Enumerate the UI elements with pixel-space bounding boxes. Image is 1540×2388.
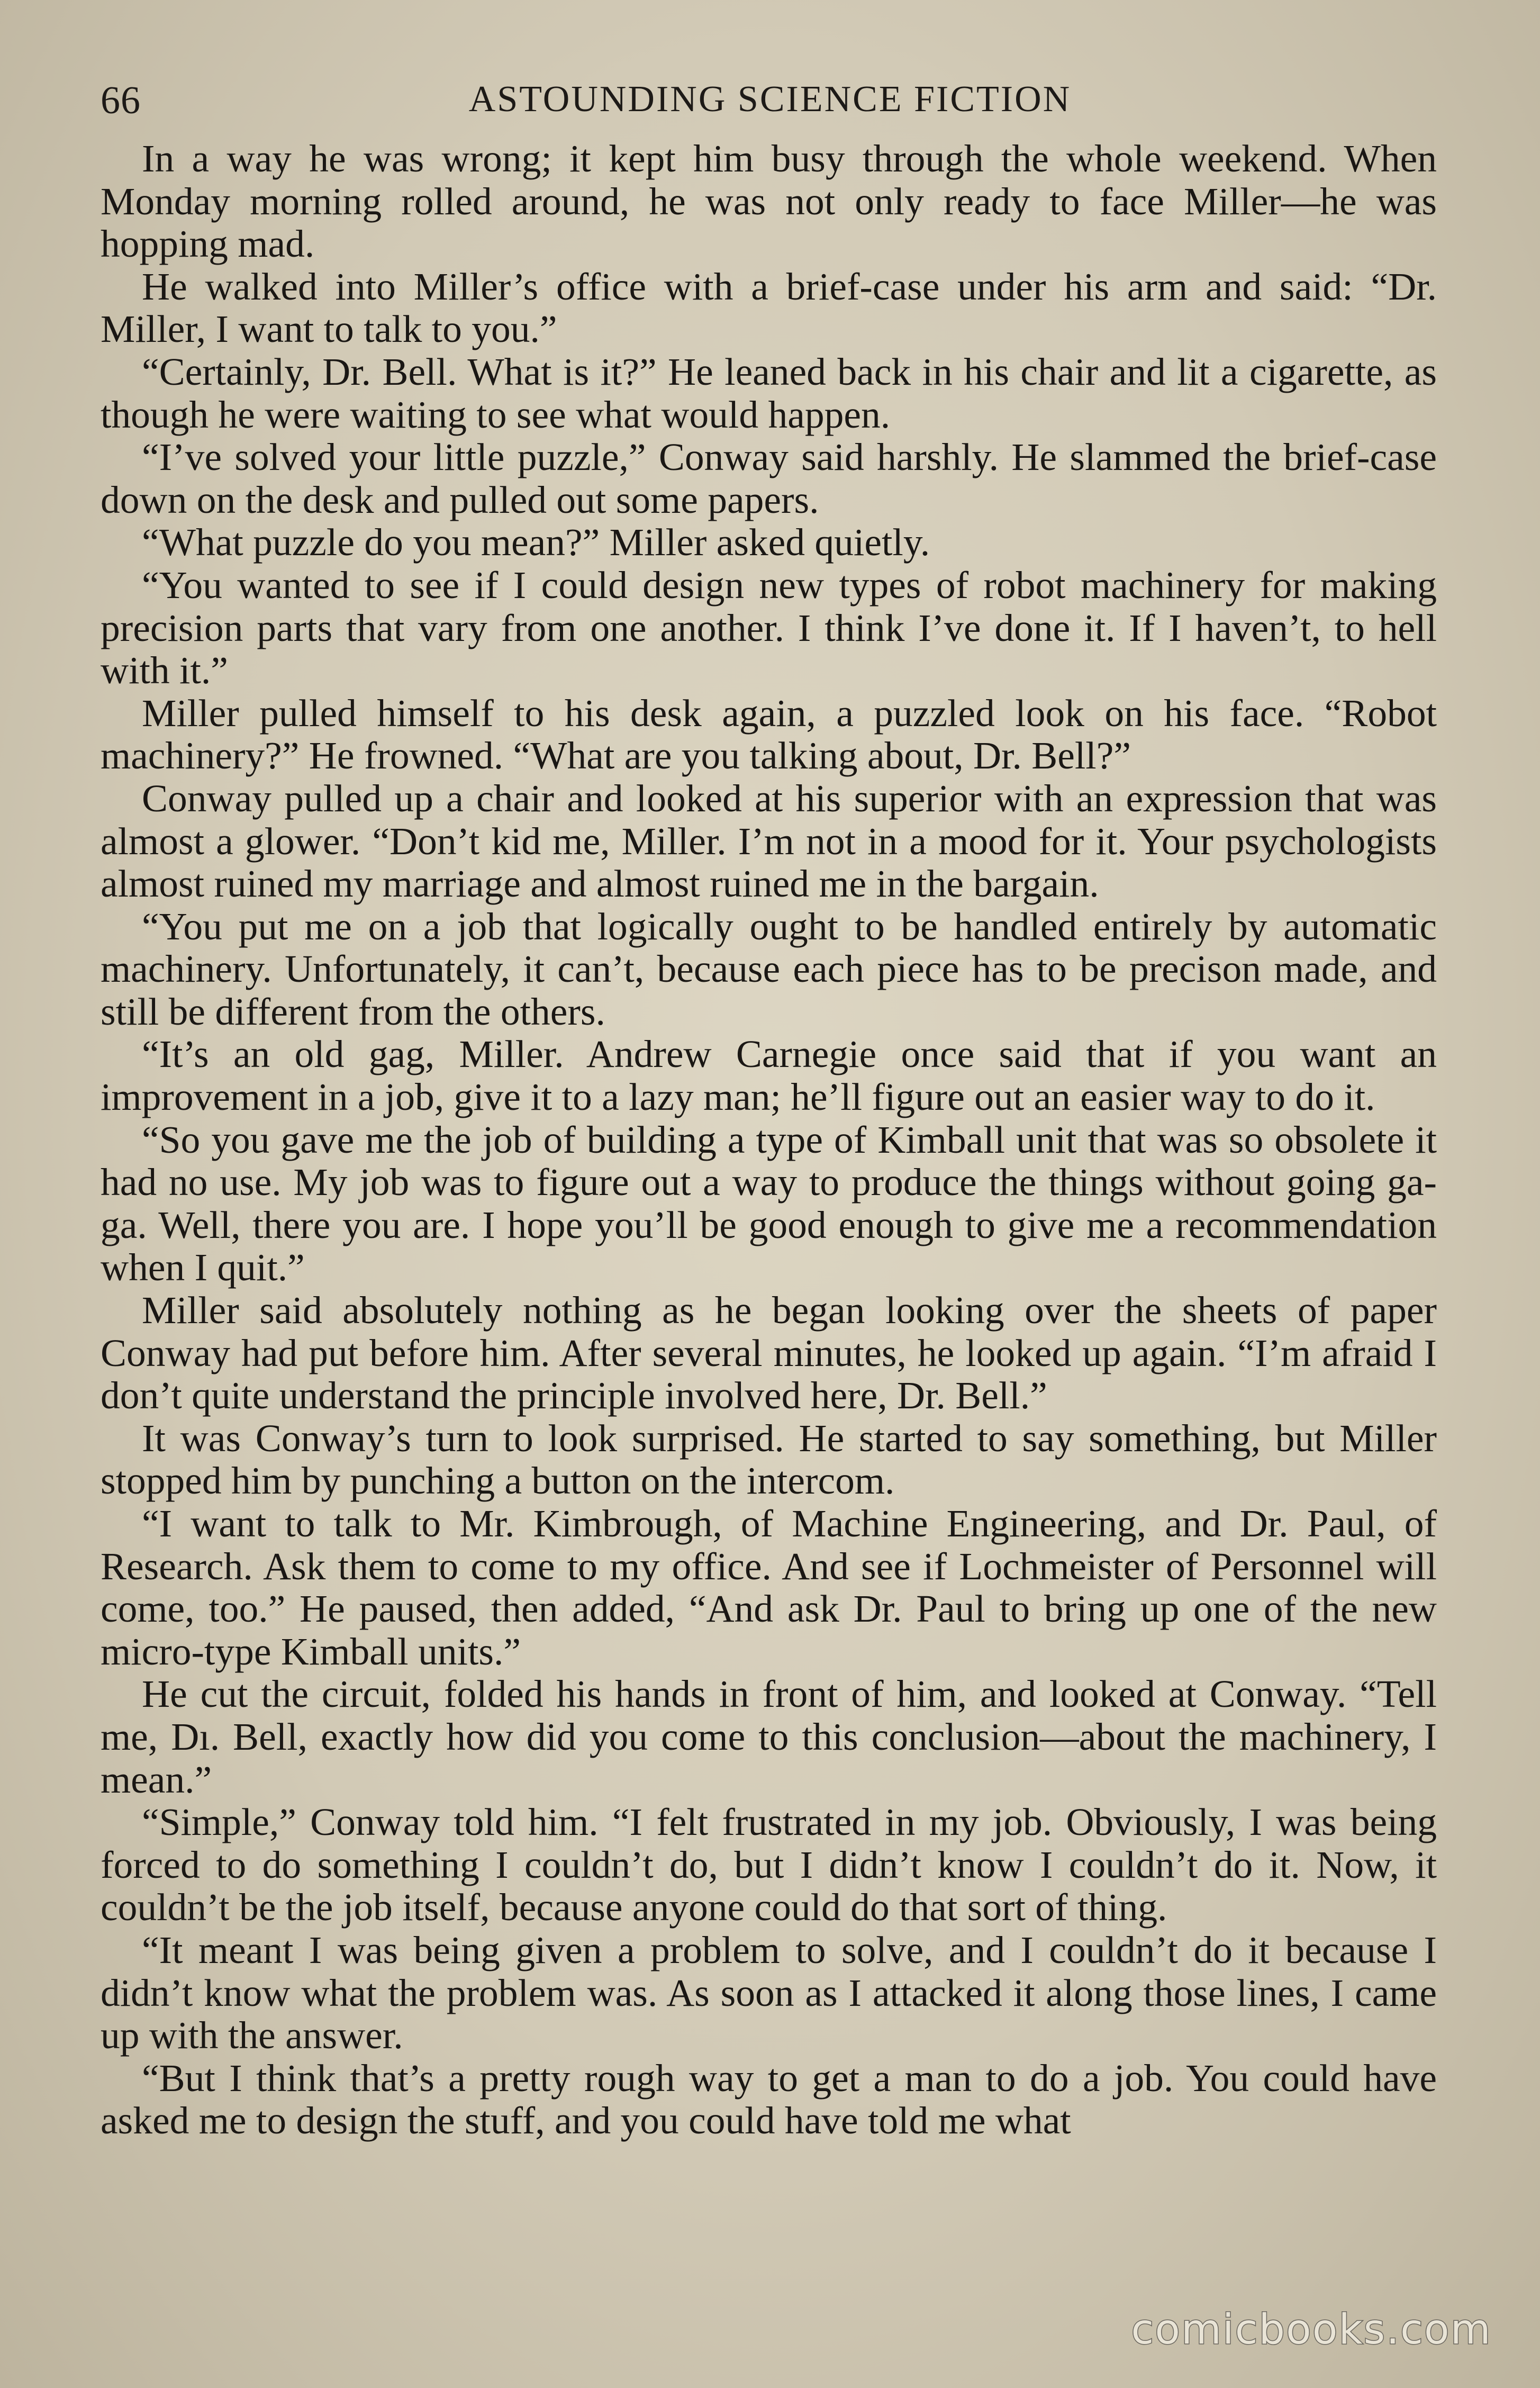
paragraph: He walked into Miller’s office with a brief-case under his arm and said: “Dr. Miller, I want to talk to you.” <box>101 265 1437 351</box>
paragraph: “You wanted to see if I could design new types of robot machinery for making precision parts that vary from one another. I think I’ve done it. If I haven’t, to hell with it.” <box>101 563 1437 692</box>
page-header <box>101 69 1439 132</box>
story-text <box>101 138 1437 2142</box>
page-number: 66 <box>101 79 141 122</box>
paragraph: “But I think that’s a pretty rough way to get a man to do a job. You could have asked me to design the stuff, and you could have told me what <box>101 2056 1437 2142</box>
paragraph: “So you gave me the job of building a type of Kimball unit that was so obsolete it had no use. My job was to figure out a way to produce the things without going ga-ga. Well, there you are. I hope you’ll be good enough to give me a recommendation when I quit.” <box>101 1118 1437 1289</box>
paragraph: “You put me on a job that logically ought to be handled entirely by automatic machinery. Unfortunately, it can’t, because each piece has to be precison made, and still be different from the others. <box>101 904 1437 1033</box>
paragraph: Conway pulled up a chair and looked at his superior with an expression that was almost a glower. “Don’t kid me, Miller. I’m not in a mood for it. Your psychologists almost ruined my marriage and almost ruined me in the bargain. <box>101 776 1437 906</box>
paragraph: It was Conway’s turn to look surprised. He started to say something, but Miller stopped him by punching a button on the intercom. <box>101 1416 1437 1503</box>
paragraph: “Certainly, Dr. Bell. What is it?” He leaned back in his chair and lit a cigarette, as though he were waiting to see what would happen. <box>101 350 1437 436</box>
paragraph: He cut the circuit, folded his hands in front of him, and looked at Conway. “Tell me, Dı. Bell, exactly how did you come to this conclusion—about the machinery, I mean.” <box>101 1672 1437 1801</box>
paragraph: “Simple,” Conway told him. “I felt frustrated in my job. Obviously, I was being forced to do something I couldn’t do, but I didn’t know I couldn’t do it. Now, it couldn’t be the job itself, because anyone could do that sort of thing. <box>101 1801 1437 1929</box>
svg-text:comicbooks.com <box>1131 2306 1491 2354</box>
paragraph: “I’ve solved your little puzzle,” Conway said harshly. He slammed the brief-case down on the desk and pulled out some papers. <box>101 436 1437 521</box>
paragraph: Miller pulled himself to his desk again, a puzzled look on his face. “Robot machinery?” He frowned. “What are you talking about, Dr. Bell?” <box>101 691 1437 777</box>
paragraph: In a way he was wrong; it kept him busy through the whole weekend. When Monday morning rolled around, he was not only ready to face Miller—he was hopping mad. <box>101 137 1437 266</box>
paragraph: “It meant I was being given a problem to solve, and I couldn’t do it because I didn’t know what the problem was. As soon as I attacked it along those lines, I came up with the answer. <box>101 1928 1437 2057</box>
paragraph: “It’s an old gag, Miller. Andrew Carnegie once said that if you want an improvement in a job, give it to a lazy man; he’ll figure out an easier way to do it. <box>101 1033 1437 1119</box>
running-head: ASTOUNDING SCIENCE FICTION <box>468 79 1072 120</box>
site-watermark <box>1116 2299 1507 2363</box>
watermark-logo <box>1116 2299 1507 2363</box>
paragraph: “What puzzle do you mean?” Miller asked quietly. <box>142 521 930 564</box>
paragraph: Miller said absolutely nothing as he began looking over the sheets of paper Conway had put before him. After several minutes, he looked up again. “I’m afraid I don’t quite understand the principle involved here, Dr. Bell.” <box>101 1289 1437 1417</box>
paragraph: “I want to talk to Mr. Kimbrough, of Machine Engineering, and Dr. Paul, of Research. Ask them to come to my office. And see if Lochmeister of Personnel will come, too.” He paused, then added, “And ask Dr. Paul to bring up one of the new micro-type Kimball units.” <box>101 1502 1437 1673</box>
